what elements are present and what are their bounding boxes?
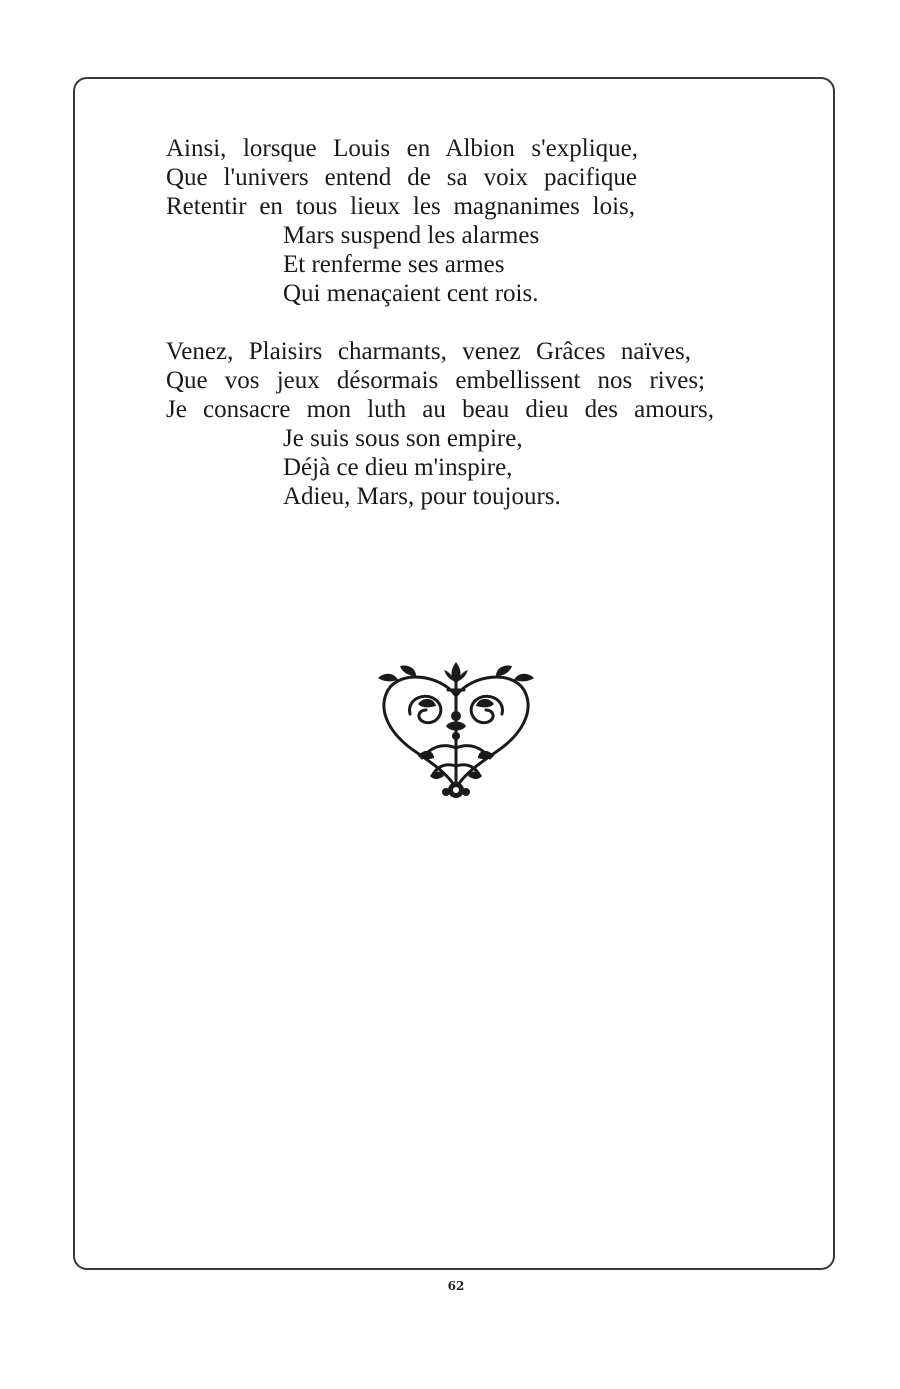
verse-line: Que l'univers entend de sa voix pacifique <box>166 164 637 191</box>
verse-line: Ainsi, lorsque Louis en Albion s'explique, <box>166 135 638 162</box>
floral-heart-vignette-icon <box>370 656 542 802</box>
verse-line: Retentir en tous lieux les magnanimes lois, <box>166 193 635 220</box>
verse-line: Venez, Plaisirs charmants, venez Grâces naïves, <box>166 338 691 365</box>
verse-line: Que vos jeux désormais embellissent nos rives; <box>166 367 705 394</box>
verse-line: Et renferme ses armes <box>283 251 505 278</box>
verse-line: Je consacre mon luth au beau dieu des amours, <box>166 396 714 423</box>
stanza-2 <box>166 337 736 511</box>
page-number: 62 <box>447 1279 465 1293</box>
verse-line: Déjà ce dieu m'inspire, <box>283 454 513 481</box>
verse-line: Je suis sous son empire, <box>283 425 523 452</box>
verse-line: Qui menaçaient cent rois. <box>283 280 539 307</box>
verse-line: Mars suspend les alarmes <box>283 222 540 249</box>
verse-line: Adieu, Mars, pour toujours. <box>283 483 561 510</box>
poem <box>166 134 736 540</box>
stanza-1 <box>166 134 736 308</box>
